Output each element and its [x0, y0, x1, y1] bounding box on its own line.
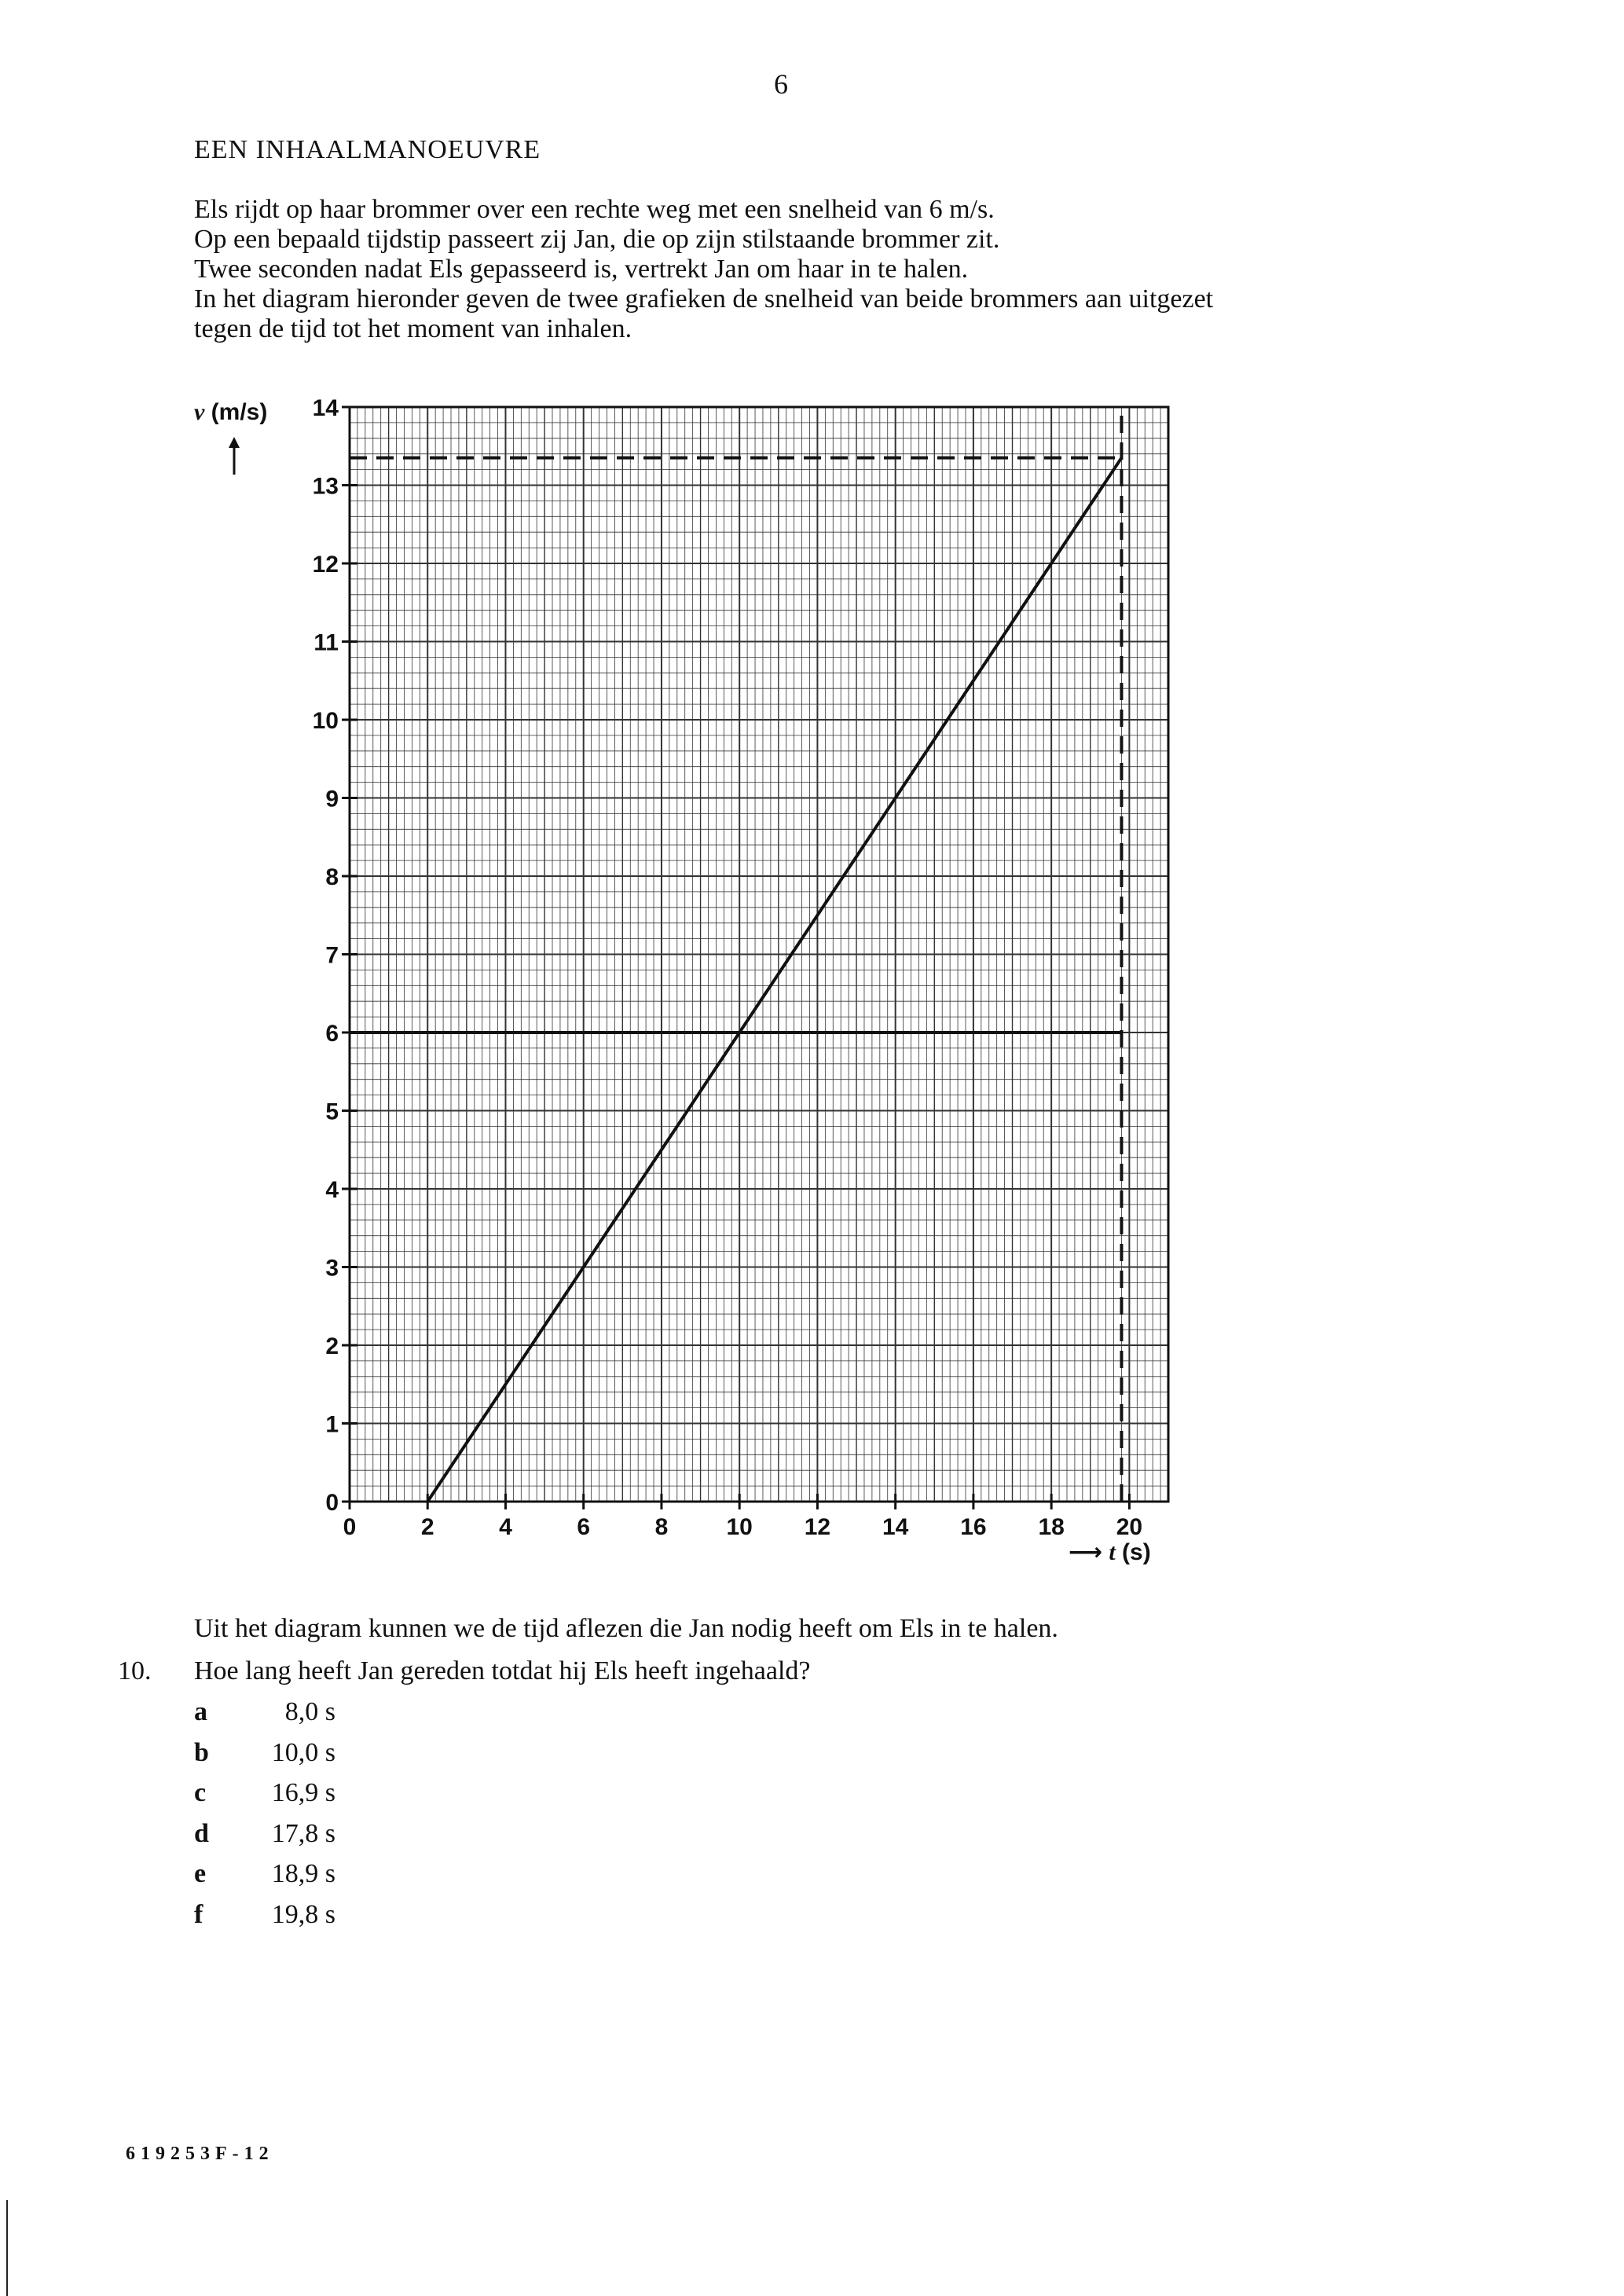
x-tick-label: 2	[420, 1514, 434, 1536]
intro-line: Twee seconden nadat Els gepasseerd is, vertrekt Jan om haar in te halen.	[194, 255, 969, 284]
y-tick-label: 14	[312, 395, 339, 421]
y-tick-label: 12	[312, 552, 339, 578]
y-tick-label: 2	[325, 1333, 339, 1359]
option-value: 18,9 s	[271, 1859, 335, 1888]
x-tick-label: 0	[343, 1514, 357, 1536]
option-letter: e	[194, 1859, 207, 1888]
x-tick-label: 6	[577, 1514, 591, 1536]
intro-line: tegen de tijd tot het moment van inhalen.	[194, 314, 632, 343]
y-tick-label: 0	[325, 1490, 339, 1516]
y-tick-label: 11	[313, 629, 339, 656]
option-value: 16,9 s	[271, 1778, 335, 1807]
section-title: EEN INHAALMANOEUVRE	[194, 135, 541, 164]
x-tick-label: 8	[654, 1514, 669, 1536]
x-tick-label: 4	[499, 1514, 512, 1536]
velocity-time-chart	[173, 389, 1194, 1536]
option-value: 19,8 s	[271, 1899, 335, 1929]
x-tick-label: 12	[804, 1514, 831, 1536]
y-tick-label: 8	[325, 864, 339, 890]
option-letter: c	[194, 1778, 207, 1807]
question-text: Hoe lang heeft Jan gereden totdat hij Els heeft ingehaald?	[194, 1656, 811, 1685]
option-letter: a	[194, 1697, 207, 1726]
option-value: 10,0 s	[271, 1737, 335, 1767]
option-letter: d	[194, 1818, 209, 1848]
intro-line: Els rijdt op haar brommer over een rechte weg met een snelheid van 6 m/s.	[194, 195, 995, 224]
y-tick-label: 6	[325, 1021, 339, 1047]
y-tick-label: 1	[325, 1411, 339, 1438]
x-axis-unit: (s)	[1122, 1539, 1151, 1565]
option-letter: f	[194, 1899, 203, 1929]
margin-line	[6, 2200, 8, 2296]
option-value: 8,0 s	[284, 1697, 335, 1726]
y-tick-label: 3	[325, 1255, 339, 1282]
y-axis-unit: (m/s)	[211, 399, 268, 425]
x-tick-label: 10	[726, 1514, 753, 1536]
intro-line: Op een bepaald tijdstip passeert zij Jan, die op zijn stilstaande brommer zit.	[194, 225, 1000, 254]
intro-line: In het diagram hieronder geven de twee grafieken de snelheid van beide brommers aan uitgezet	[194, 284, 1214, 314]
x-axis-symbol: t	[1109, 1539, 1116, 1565]
intro-paragraph	[194, 195, 1467, 344]
y-tick-label: 7	[325, 942, 339, 969]
y-tick-label: 10	[312, 708, 339, 734]
page-number: 6	[774, 68, 788, 100]
right-arrow-icon: ⟶	[1069, 1539, 1103, 1565]
x-axis-label	[1069, 1539, 1151, 1566]
after-chart-text: Uit het diagram kunnen we de tijd aflezen die Jan nodig heeft om Els in te halen.	[194, 1614, 1058, 1643]
x-tick-label: 20	[1116, 1514, 1143, 1536]
y-tick-label: 5	[325, 1098, 339, 1125]
option-letter: b	[194, 1737, 209, 1767]
y-tick-label: 4	[325, 1177, 339, 1203]
x-tick-label: 14	[882, 1514, 909, 1536]
option-value: 17,8 s	[271, 1818, 335, 1848]
y-tick-label: 13	[312, 473, 339, 500]
question-number: 10.	[118, 1656, 152, 1685]
y-axis-symbol: v	[194, 399, 205, 425]
footer-code: 619253F-12	[126, 2144, 274, 2164]
y-tick-label: 9	[325, 786, 339, 812]
x-tick-label: 16	[960, 1514, 987, 1536]
x-tick-label: 18	[1038, 1514, 1065, 1536]
